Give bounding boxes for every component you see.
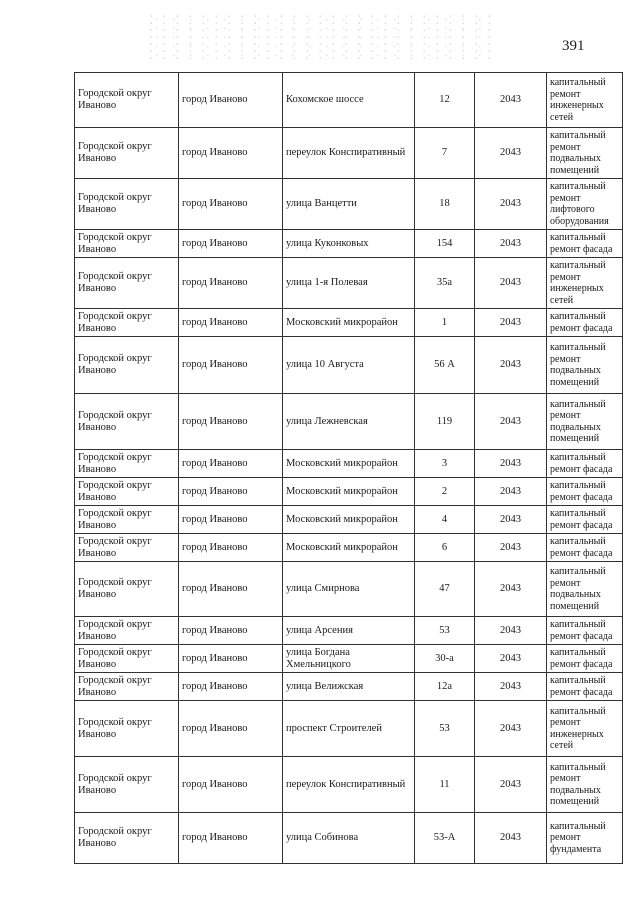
work-type-cell: капитальный ремонт фасада [547,617,623,645]
work-type-cell: капитальный ремонт подвальных помещений [547,757,623,813]
table-row [75,506,623,534]
work-type-cell: капитальный ремонт инженерных сетей [547,258,623,309]
house-number-cell: 47 [415,562,475,617]
table-row [75,450,623,478]
street-cell: Московский микрорайон [283,450,415,478]
table-row [75,757,623,813]
work-type-cell: капитальный ремонт подвальных помещений [547,562,623,617]
street-cell: проспект Строителей [283,701,415,757]
house-number-cell: 1 [415,309,475,337]
city-cell: город Иваново [179,73,283,128]
year-cell: 2043 [475,337,547,394]
street-cell: Кохомское шоссе [283,73,415,128]
street-cell: улица Куконковых [283,230,415,258]
work-type-cell: капитальный ремонт фасада [547,230,623,258]
year-cell: 2043 [475,394,547,450]
house-number-cell: 6 [415,534,475,562]
street-cell: улица Велижская [283,673,415,701]
region-cell: Городской округ Иваново [75,337,179,394]
region-cell: Городской округ Иваново [75,179,179,230]
street-cell: улица 1-я Полевая [283,258,415,309]
work-type-cell: капитальный ремонт подвальных помещений [547,394,623,450]
city-cell: город Иваново [179,506,283,534]
table-row [75,813,623,864]
table-row [75,645,623,673]
region-cell: Городской округ Иваново [75,562,179,617]
table-row [75,478,623,506]
year-cell: 2043 [475,230,547,258]
work-type-cell: капитальный ремонт фундамента [547,813,623,864]
city-cell: город Иваново [179,534,283,562]
city-cell: город Иваново [179,673,283,701]
year-cell: 2043 [475,258,547,309]
house-number-cell: 35а [415,258,475,309]
work-type-cell: капитальный ремонт фасада [547,478,623,506]
city-cell: город Иваново [179,757,283,813]
work-type-cell: капитальный ремонт инженерных сетей [547,73,623,128]
region-cell: Городской округ Иваново [75,645,179,673]
region-cell: Городской округ Иваново [75,73,179,128]
house-number-cell: 53 [415,701,475,757]
street-cell: переулок Конспиративный [283,128,415,179]
table-row [75,701,623,757]
work-type-cell: капитальный ремонт фасада [547,645,623,673]
work-type-cell: капитальный ремонт фасада [547,673,623,701]
city-cell: город Иваново [179,645,283,673]
year-cell: 2043 [475,450,547,478]
year-cell: 2043 [475,617,547,645]
table-row [75,309,623,337]
street-cell: Московский микрорайон [283,309,415,337]
city-cell: город Иваново [179,478,283,506]
street-cell: Московский микрорайон [283,506,415,534]
street-cell: улица Арсения [283,617,415,645]
house-number-cell: 3 [415,450,475,478]
house-number-cell: 12а [415,673,475,701]
city-cell: город Иваново [179,701,283,757]
year-cell: 2043 [475,309,547,337]
year-cell: 2043 [475,701,547,757]
table-row [75,534,623,562]
work-type-cell: капитальный ремонт подвальных помещений [547,128,623,179]
region-cell: Городской округ Иваново [75,617,179,645]
table-body [75,73,623,864]
region-cell: Городской округ Иваново [75,230,179,258]
house-number-cell: 18 [415,179,475,230]
region-cell: Городской округ Иваново [75,394,179,450]
table-row [75,128,623,179]
year-cell: 2043 [475,478,547,506]
house-number-cell: 12 [415,73,475,128]
street-cell: улица Смирнова [283,562,415,617]
table-row [75,230,623,258]
year-cell: 2043 [475,645,547,673]
city-cell: город Иваново [179,309,283,337]
table-row [75,673,623,701]
region-cell: Городской округ Иваново [75,128,179,179]
year-cell: 2043 [475,673,547,701]
year-cell: 2043 [475,562,547,617]
region-cell: Городской округ Иваново [75,673,179,701]
repair-schedule-table [74,72,623,864]
year-cell: 2043 [475,506,547,534]
table-row [75,394,623,450]
work-type-cell: капитальный ремонт инженерных сетей [547,701,623,757]
year-cell: 2043 [475,128,547,179]
year-cell: 2043 [475,813,547,864]
region-cell: Городской округ Иваново [75,450,179,478]
year-cell: 2043 [475,73,547,128]
street-cell: улица Ванцетти [283,179,415,230]
region-cell: Городской округ Иваново [75,309,179,337]
table-row [75,73,623,128]
region-cell: Городской округ Иваново [75,506,179,534]
house-number-cell: 7 [415,128,475,179]
work-type-cell: капитальный ремонт фасада [547,450,623,478]
region-cell: Городской округ Иваново [75,813,179,864]
city-cell: город Иваново [179,128,283,179]
city-cell: город Иваново [179,230,283,258]
year-cell: 2043 [475,534,547,562]
house-number-cell: 119 [415,394,475,450]
house-number-cell: 56 А [415,337,475,394]
house-number-cell: 53-А [415,813,475,864]
house-number-cell: 4 [415,506,475,534]
region-cell: Городской округ Иваново [75,701,179,757]
street-cell: улица Собинова [283,813,415,864]
street-cell: переулок Конспиративный [283,757,415,813]
city-cell: город Иваново [179,813,283,864]
city-cell: город Иваново [179,179,283,230]
city-cell: город Иваново [179,258,283,309]
work-type-cell: капитальный ремонт лифтового оборудования [547,179,623,230]
page-number: 391 [562,38,585,54]
street-cell: Московский микрорайон [283,478,415,506]
year-cell: 2043 [475,179,547,230]
house-number-cell: 30-а [415,645,475,673]
city-cell: город Иваново [179,617,283,645]
region-cell: Городской округ Иваново [75,534,179,562]
work-type-cell: капитальный ремонт фасада [547,534,623,562]
table-row [75,179,623,230]
year-cell: 2043 [475,757,547,813]
house-number-cell: 53 [415,617,475,645]
house-number-cell: 11 [415,757,475,813]
scan-artifact [150,14,490,64]
region-cell: Городской округ Иваново [75,757,179,813]
table-row [75,258,623,309]
work-type-cell: капитальный ремонт фасада [547,506,623,534]
street-cell: Московский микрорайон [283,534,415,562]
region-cell: Городской округ Иваново [75,478,179,506]
work-type-cell: капитальный ремонт подвальных помещений [547,337,623,394]
work-type-cell: капитальный ремонт фасада [547,309,623,337]
city-cell: город Иваново [179,337,283,394]
table-row [75,617,623,645]
street-cell: улица 10 Августа [283,337,415,394]
city-cell: город Иваново [179,562,283,617]
table-row [75,562,623,617]
table-row [75,337,623,394]
street-cell: улица Лежневская [283,394,415,450]
street-cell: улица Богдана Хмельницкого [283,645,415,673]
house-number-cell: 154 [415,230,475,258]
city-cell: город Иваново [179,450,283,478]
region-cell: Городской округ Иваново [75,258,179,309]
city-cell: город Иваново [179,394,283,450]
house-number-cell: 2 [415,478,475,506]
